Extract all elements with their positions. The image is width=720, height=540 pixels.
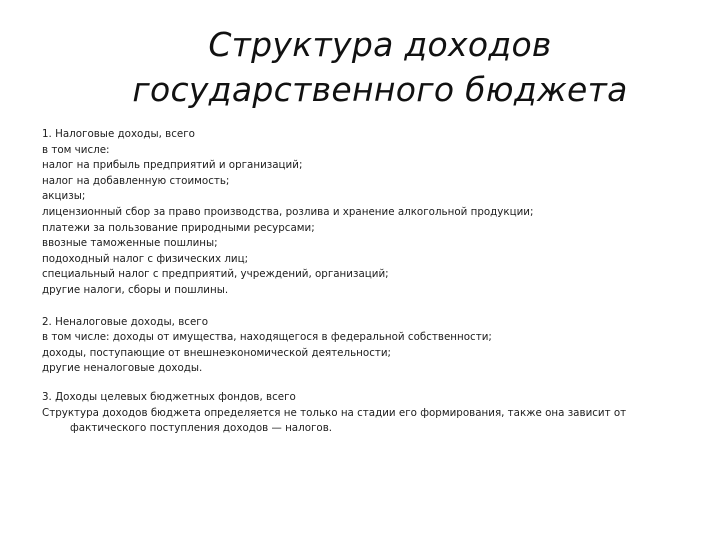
section-intro: в том числе: <box>42 143 110 156</box>
list-item: ввозные таможенные пошлины; <box>42 237 218 250</box>
section-spacer <box>42 299 682 315</box>
slide-title-line-2: государственного бюджета <box>132 70 628 109</box>
slide-title-line-1: Структура доходов <box>208 25 552 64</box>
list-item: доходы, поступающие от внешнеэкономической деятельности; <box>42 346 392 359</box>
section-heading: 3. Доходы целевых бюджетных фондов, всего <box>42 390 296 403</box>
section-spacer <box>42 377 682 390</box>
section-tax-revenues <box>42 127 682 299</box>
slide-body <box>42 127 682 437</box>
list-item: в том числе: доходы от имущества, находящегося в федеральной собственности; <box>42 331 492 344</box>
section-non-tax-revenues <box>42 315 682 377</box>
section-target-funds <box>42 390 682 437</box>
list-item: платежи за пользование природными ресурсами; <box>42 221 315 234</box>
list-item: налог на прибыль предприятий и организаций; <box>42 159 303 172</box>
list-item: подоходный налог с физических лиц; <box>42 252 249 265</box>
list-item: специальный налог с предприятий, учреждений, организаций; <box>42 268 389 281</box>
list-item: другие неналоговые доходы. <box>42 362 203 375</box>
list-item: акцизы; <box>42 190 86 203</box>
list-item: другие налоги, сборы и пошлины. <box>42 283 229 296</box>
section-heading: 2. Неналоговые доходы, всего <box>42 315 208 328</box>
list-item: лицензионный сбор за право производства, розлива и хранение алкогольной продукции; <box>42 205 534 218</box>
section-heading: 1. Налоговые доходы, всего <box>42 128 195 140</box>
slide-title <box>40 22 720 112</box>
list-item: налог на добавленную стоимость; <box>42 174 230 187</box>
section-paragraph: Структура доходов бюджета определяется не только на стадии его формирования, также она зависит от фактического поступления доходов — налогов. <box>42 406 627 435</box>
